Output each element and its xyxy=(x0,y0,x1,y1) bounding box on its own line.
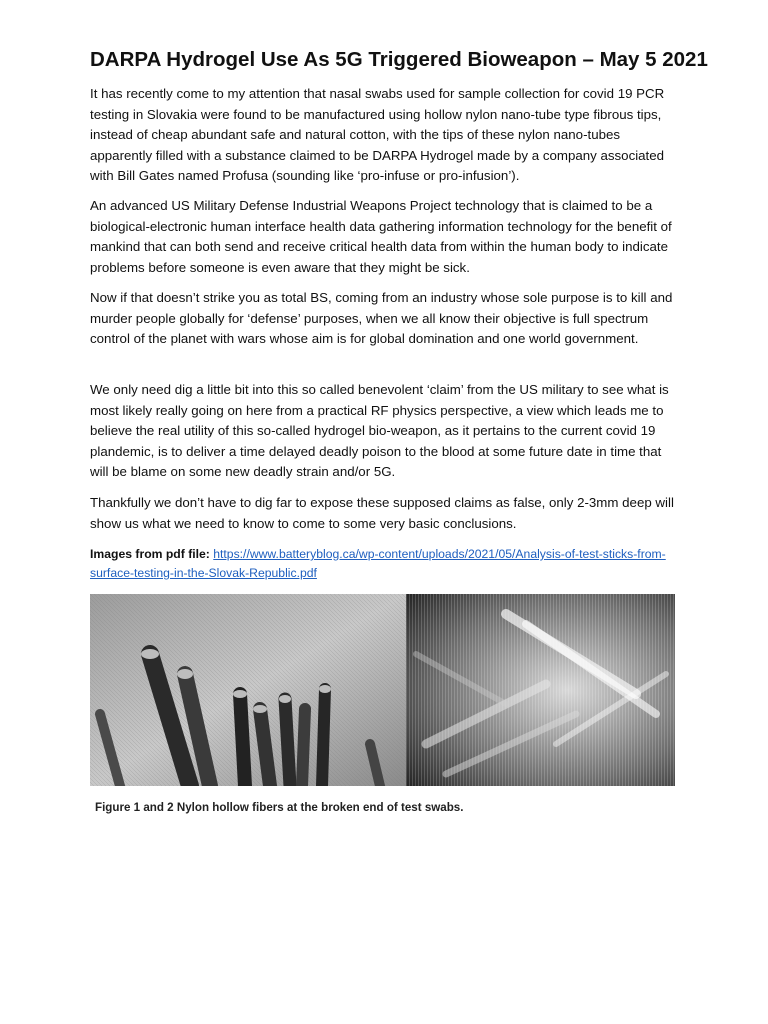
paragraph-4: We only need dig a little bit into this so called benevolent ‘claim’ from the US military to see what is most likely really going on here from a practical RF physics perspective, a view which leads me to believe the real utility of this so-called hydrogel bio-weapon, as it pertains to the current covid 19 plandemic, is to deliver a time delayed deadly poison to the blood at some future date in time that will be blame on some new deadly strain and/or 5G. xyxy=(90,382,669,480)
figure-1-image xyxy=(90,594,406,786)
pdf-source-link[interactable]: https://www.batteryblog.ca/wp-content/uploads/2021/05/Analysis-of-test-sticks-from-surface-testing-in-the-Slovak-Republic.pdf xyxy=(90,547,666,580)
paragraph-1: It has recently come to my attention that nasal swabs used for sample collection for covid 19 PCR testing in Slovakia were found to be manufactured using hollow nylon nano-tube type fibrous tips, instead of cheap abundant safe and natural cotton, with the tips of these nylon nano-tubes apparently filled with a substance claimed to be DARPA Hydrogel made by a company associated with Bill Gates named Profusa (sounding like ‘pro-infuse or pro-infusion’). xyxy=(90,86,665,184)
page-title: DARPA Hydrogel Use As 5G Triggered Bioweapon – May 5 2021 xyxy=(90,48,708,71)
figure-2-image xyxy=(406,594,675,786)
paragraph-3: Now if that doesn’t strike you as total BS, coming from an industry whose sole purpose is to kill and murder people globally for ‘defense’ purposes, when we all know their objective is full spectrum control of the planet with wars whose aim is for global domination and one world government. xyxy=(90,290,673,347)
image-source-label: Images from pdf file: xyxy=(90,547,210,561)
image-source-line xyxy=(90,545,690,583)
paragraph-2: An advanced US Military Defense Industrial Weapons Project technology that is claimed to be a biological-electronic human interface health data gathering information technology for the benefit of mankind that can both send and receive critical health data from within the human body to indicate problems before someone is even aware that they might be sick. xyxy=(90,198,672,275)
figure-images xyxy=(90,594,675,786)
paragraph-5: Thankfully we don’t have to dig far to expose these supposed claims as false, only 2-3mm deep will show us what we need to know to come to some very basic conclusions. xyxy=(90,495,674,531)
figure-caption: Figure 1 and 2 Nylon hollow fibers at the broken end of test swabs. xyxy=(95,801,464,814)
